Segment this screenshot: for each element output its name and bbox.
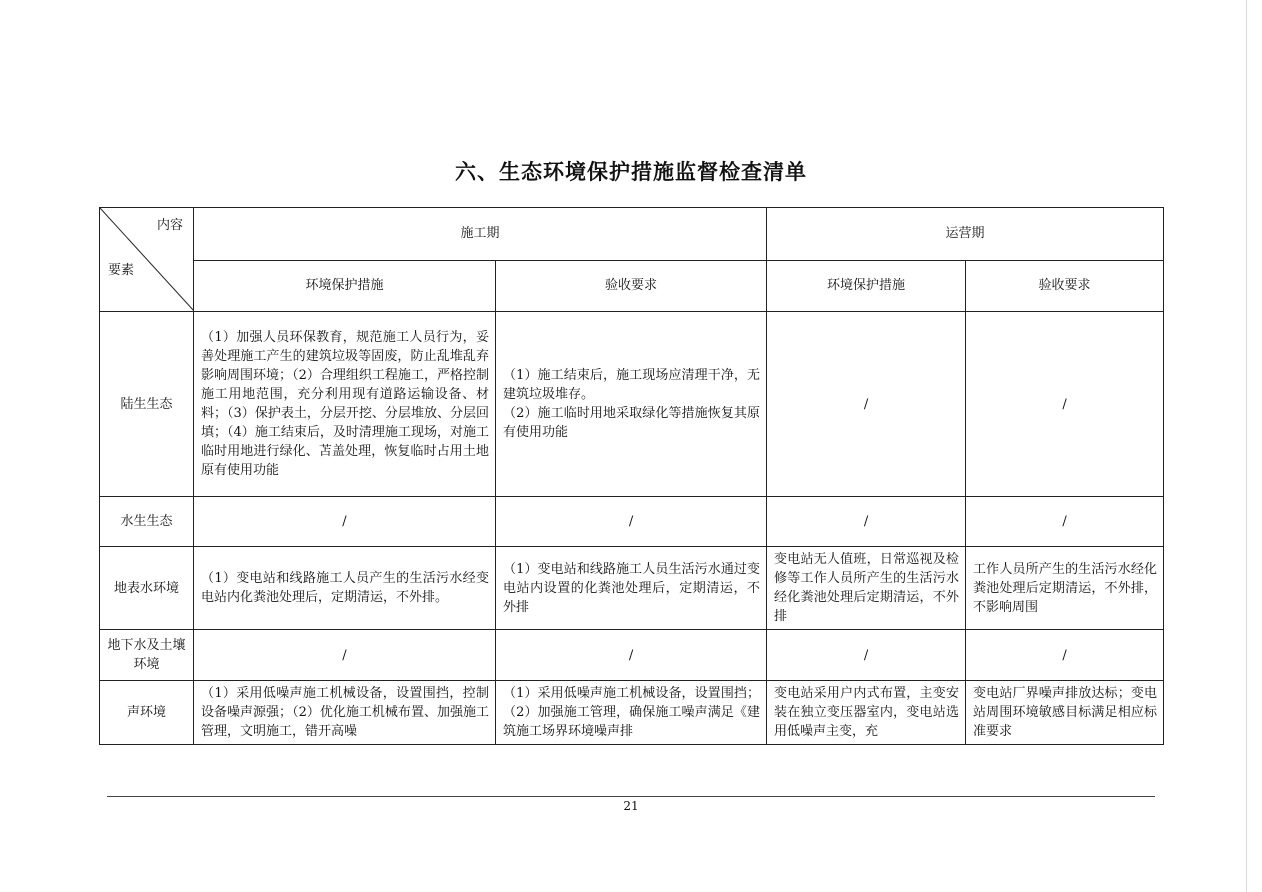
table-row bbox=[100, 497, 1164, 547]
table-row bbox=[100, 630, 1164, 681]
sub-header-acceptance: 验收要求 bbox=[496, 260, 767, 312]
table-cell: （1）变电站和线路施工人员产生的生活污水经变电站内化粪池处理后，定期清运，不外排。 bbox=[194, 547, 496, 630]
table-cell: （1）变电站和线路施工人员生活污水通过变电站内设置的化粪池处理后，定期清运，不外排 bbox=[496, 547, 767, 630]
row-label: 地下水及土壤环境 bbox=[100, 630, 194, 681]
table-row bbox=[100, 312, 1164, 497]
page-title: 六、生态环境保护措施监督检查清单 bbox=[455, 160, 807, 184]
row-label: 水生生态 bbox=[100, 497, 194, 547]
corner-label-content: 内容 bbox=[156, 218, 183, 233]
table-cell: / bbox=[966, 630, 1164, 681]
table-cell: / bbox=[194, 497, 496, 547]
table-cell: / bbox=[767, 630, 966, 681]
table-cell: / bbox=[767, 312, 966, 497]
table-cell: 变电站无人值班，日常巡视及检修等工作人员所产生的生活污水经化粪池处理后定期清运，不外排 bbox=[767, 547, 966, 630]
table-row bbox=[100, 547, 1164, 630]
table-row bbox=[100, 681, 1164, 745]
table-cell: / bbox=[767, 497, 966, 547]
table-cell: / bbox=[496, 630, 767, 681]
table-cell: （1）加强人员环保教育，规范施工人员行为，妥善处理施工产生的建筑垃圾等固废，防止乱堆乱弃影响周围环境；（2）合理组织工程施工，严格控制施工用地范围，充分利用现有道路运输设备、材料；（3）保护表土，分层开挖、分层堆放、分层回填；（4）施工结束后，及时清理施工现场，对施工临时用地进行绿化、苫盖处理，恢复临时占用土地原有使用功能 bbox=[194, 312, 496, 497]
table-cell: / bbox=[966, 312, 1164, 497]
table-cell: / bbox=[194, 630, 496, 681]
checklist-table bbox=[99, 207, 1164, 745]
sub-header-acceptance: 验收要求 bbox=[966, 260, 1164, 312]
table-cell: / bbox=[966, 497, 1164, 547]
table-cell: 变电站厂界噪声排放达标；变电站周围环境敏感目标满足相应标准要求 bbox=[973, 686, 1158, 739]
operation-period-header: 运营期 bbox=[767, 208, 1164, 261]
table-cell: 变电站采用户内式布置，主变安装在独立变压器室内，变电站选用低噪声主变，充 bbox=[774, 686, 960, 739]
page-number: 21 bbox=[623, 799, 639, 813]
corner-label-element: 要素 bbox=[108, 263, 135, 278]
row-label: 声环境 bbox=[100, 681, 194, 745]
construction-period-header: 施工期 bbox=[194, 208, 767, 261]
diagonal-header-cell bbox=[100, 208, 194, 312]
table-cell: / bbox=[496, 497, 767, 547]
row-label: 地表水环境 bbox=[100, 547, 194, 630]
page-edge-line bbox=[1246, 0, 1247, 892]
table-cell: （1）采用低噪声施工机械设备，设置围挡，控制设备噪声源强；（2）优化施工机械布置、加强施工管理，文明施工，错开高噪 bbox=[201, 686, 489, 739]
sub-header-measures: 环境保护措施 bbox=[767, 260, 966, 312]
sub-header-measures: 环境保护措施 bbox=[194, 260, 496, 312]
table-cell: （1）采用低噪声施工机械设备，设置围挡；（2）加强施工管理，确保施工噪声满足《建筑施工场界环境噪声排 bbox=[503, 686, 761, 739]
table-cell: 工作人员所产生的生活污水经化粪池处理后定期清运，不外排，不影响周围 bbox=[966, 547, 1164, 630]
row-label: 陆生生态 bbox=[100, 312, 194, 497]
table-cell: （1）施工结束后，施工现场应清理干净，无建筑垃圾堆存。 （2）施工临时用地采取绿化等措施恢复其原有使用功能 bbox=[496, 312, 767, 497]
footer-rule bbox=[107, 796, 1155, 797]
